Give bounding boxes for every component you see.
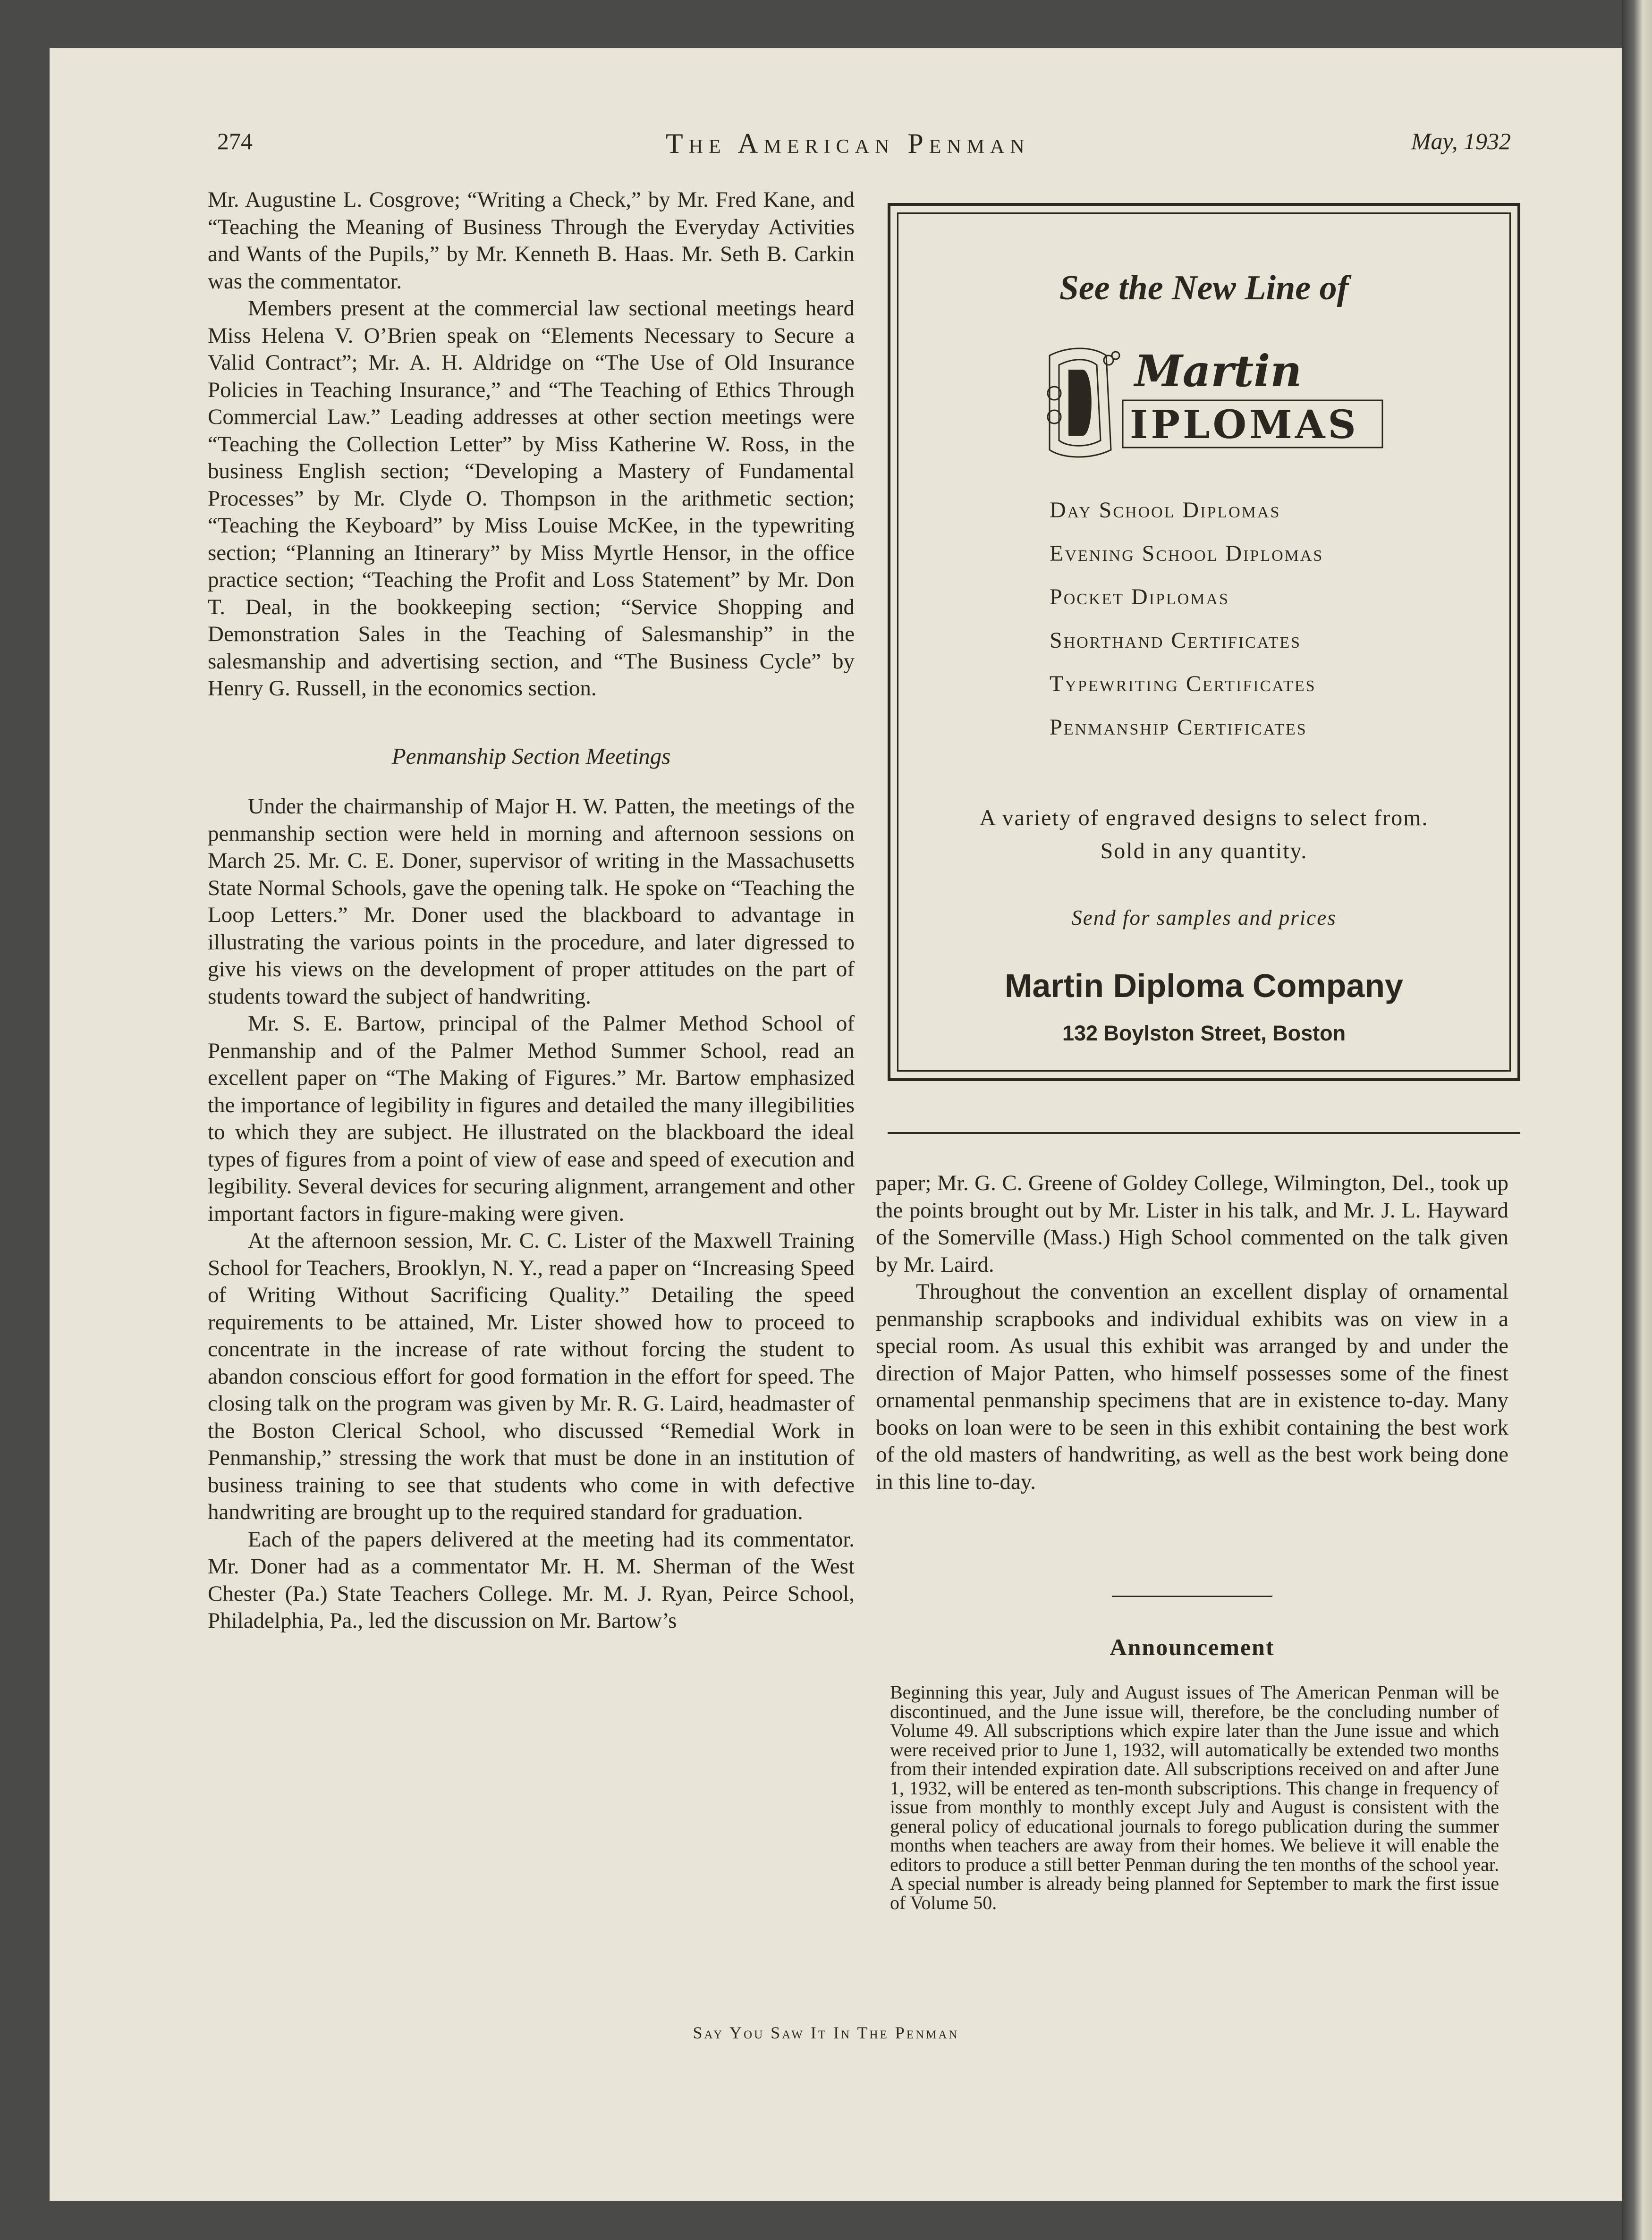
advertisement-inner-border <box>897 212 1511 1072</box>
page-number: 274 <box>217 128 253 154</box>
page-footer: Say You Saw It In The Penman <box>693 2023 959 2042</box>
svg-text:IPLOMAS: IPLOMAS <box>1130 402 1359 448</box>
announcement-body <box>890 1683 1499 1912</box>
product-item: Day School Diplomas <box>1050 498 1281 523</box>
advertisement-box <box>888 203 1520 1081</box>
ad-company-name: Martin Diploma Company <box>1005 967 1403 1004</box>
article-paragraph: Members present at the commercial law sectional meetings heard Miss Helena V. O’Brien speak on “Elements Necessary to Secure a Valid Contract”; Mr. A. H. Aldridge on “The Use of Old Insurance Policies in Teaching Insurance,” and “The Teaching of Ethics Through Commercial Law.” Leading addresses at other section meetings were “Teaching the Collection Letter” by Miss Katherine W. Ross, in the business English section; “Developing a Mastery of Fundamental Processes” by Mr. Clyde O. Thompson in the arithmetic section; “Teaching the Keyboard” by Miss Louise McKee, in the typewriting section; “Planning an Itinerary” by Miss Myrtle Hensor, in the office practice section; “Teaching the Profit and Loss Statement” by Mr. Don T. Deal, in the bookkeeping section; “Service Shopping and Demonstration Sales in the Teaching of Salesmanship” in the salesmanship and advertising section, and “The Business Cycle” by Henry G. Russell, in the economics section. <box>208 296 855 701</box>
product-item: Shorthand Certificates <box>1050 628 1302 653</box>
announcement-heading: Announcement <box>1110 1634 1275 1660</box>
product-list <box>1050 497 1474 758</box>
left-column <box>208 186 855 1635</box>
article-paragraph: Throughout the convention an excellent display of ornamental penmanship scrapbooks and individual exhibits was on view in a special room. As usual this exhibit was arranged by and under the direction of Major Patten, who himself possesses some of the finest ornamental penmanship specimens that are in existence to-day. Many books on loan were to be seen in this exhibit containing the best work of the old masters of handwriting, as well as the best work being done in this line to-day. <box>876 1279 1508 1494</box>
journal-title: The American Penman <box>666 128 1030 159</box>
short-divider-rule <box>1112 1596 1272 1597</box>
article-paragraph: At the afternoon session, Mr. C. C. Lister of the Maxwell Training School for Teachers, Brooklyn, N. Y., read a paper on “Increasing Speed of Writing Without Sacrificing Quality.” Detailing the speed requirements to be attained, Mr. Lister showed how to proceed to concentrate in the increase of rate without forcing the student to abandon conscious effort for good formation in the effort for speed. The closing talk on the program was given by Mr. R. G. Laird, headmaster of the Boston Clerical School, who discussed “Remedial Work in Penmanship,” stressing the work that must be done in an institution of business training to see that students who come in with defective handwriting are brought up to the required standard for graduation. <box>208 1228 855 1524</box>
right-column <box>876 1170 1508 1496</box>
announcement-text: Beginning this year, July and August issues of The American Penman will be discontinued, and the June issue will, therefore, be the concluding number of Volume 49. All subscriptions which expire later than the June issue and which were received prior to June 1, 1932, will automatically be extended two months from their intended expiration date. All subscriptions received on and after June 1, 1932, will be entered as ten-month subscriptions. This change in frequency of issue from monthly to monthly except July and August is consistent with the general policy of educational journals to forego publication during the summer months when teachers are away from their homes. We believe it will enable the editors to produce a still better Penman during the ten months of the school year. A special number is already being planned for September to mark the first issue of Volume 50. <box>890 1682 1499 1913</box>
ad-body-line: Sold in any quantity. <box>1100 838 1308 863</box>
divider-rule <box>888 1132 1520 1134</box>
product-item: Evening School Diplomas <box>1050 541 1324 566</box>
running-head <box>217 127 1511 161</box>
ad-body-line: A variety of engraved designs to select from. <box>979 805 1429 830</box>
product-item: Pocket Diplomas <box>1050 584 1229 609</box>
ad-address: 132 Boylston Street, Boston <box>1062 1021 1346 1045</box>
issue-date: May, 1932 <box>1411 128 1511 154</box>
martin-diplomas-logo <box>1040 341 1389 459</box>
section-subheading: Penmanship Section Meetings <box>391 743 671 769</box>
article-paragraph: Under the chairmanship of Major H. W. Patten, the meetings of the penmanship section were held in morning and afternoon sessions on March 25. Mr. C. E. Doner, supervisor of writing in the Massachusetts State Normal Schools, gave the opening talk. He spoke on “Teaching the Loop Letters.” Mr. Doner used the blackboard to advantage in illustrating the various points in the procedure, and later digressed to give his views on the development of proper attitudes on the part of students toward the subject of handwriting. <box>208 794 855 1009</box>
ad-headline: See the New Line of <box>1059 269 1349 307</box>
adjacent-page-edge <box>1622 0 1652 2240</box>
ad-body-text <box>927 802 1481 868</box>
article-paragraph: Mr. S. E. Bartow, principal of the Palmer Method School of Penmanship and of the Palmer Method Summer School, read an excellent paper on “The Making of Figures.” Mr. Bartow emphasized the importance of legibility in figures and detailed the many illegibilities to which they are subject. He illustrated on the blackboard the ideal types of figures from a point of view of ease and speed of execution and legibility. Several devices for securing alignment, arrangement and other important factors in figure-making were given. <box>208 1011 855 1226</box>
article-paragraph: Each of the papers delivered at the meeting had its commentator. Mr. Doner had as a commentator Mr. H. M. Sherman of the West Chester (Pa.) State Teachers College. Mr. M. J. Ryan, Peirce School, Philadelphia, Pa., led the discussion on Mr. Bartow’s <box>208 1527 855 1633</box>
article-paragraph: paper; Mr. G. C. Greene of Goldey College, Wilmington, Del., took up the points brought out by Mr. Lister in his talk, and Mr. J. L. Hayward of the Somerville (Mass.) High School commented on the talk given by Mr. Laird. <box>876 1171 1508 1277</box>
product-item: Typewriting Certificates <box>1050 671 1316 696</box>
ad-call-to-action: Send for samples and prices <box>1071 906 1337 930</box>
svg-text:Martin: Martin <box>1135 346 1302 397</box>
product-item: Penmanship Certificates <box>1050 715 1307 740</box>
article-paragraph: Mr. Augustine L. Cosgrove; “Writing a Check,” by Mr. Fred Kane, and “Teaching the Meaning of Business Through the Everyday Activities and Wants of the Pupils,” by Mr. Kenneth B. Haas. Mr. Seth B. Carkin was the commentator. <box>208 187 855 294</box>
